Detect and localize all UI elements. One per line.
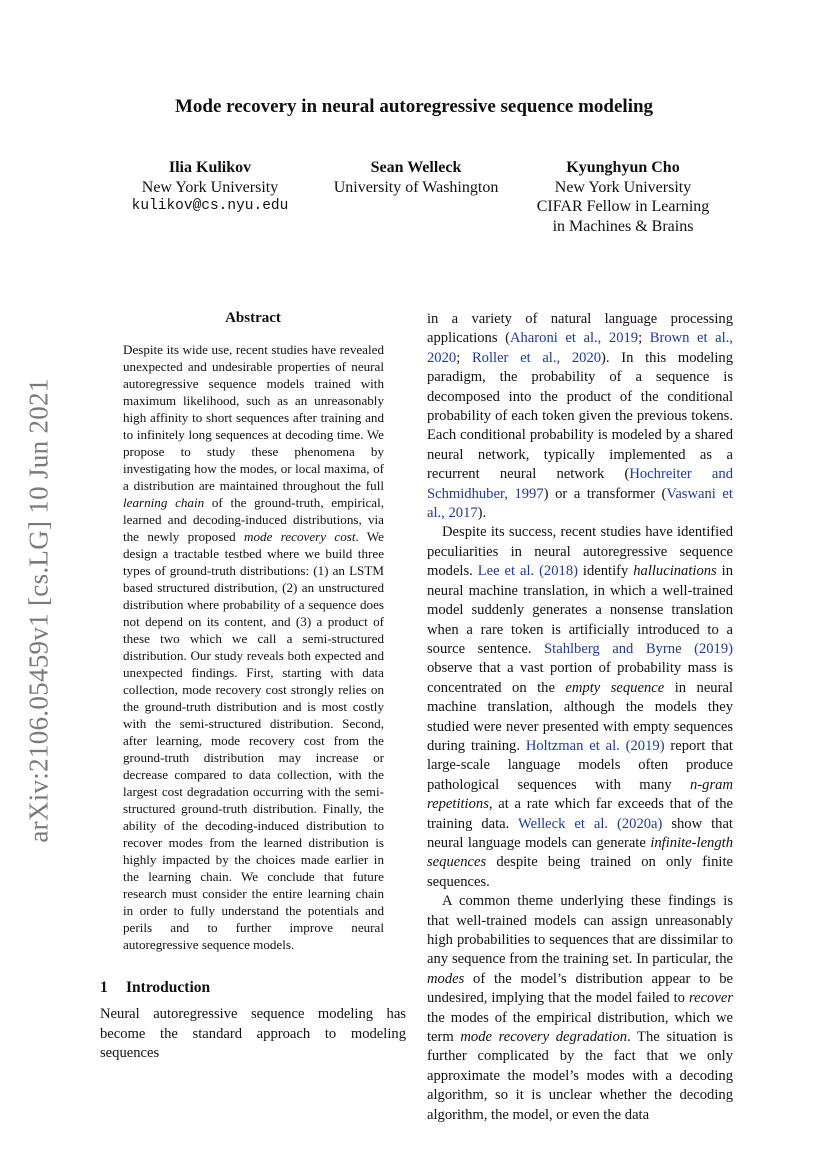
citation-link[interactable]: Aharoni et al., 2019	[509, 330, 639, 347]
emphasis-term: empty sequence	[565, 679, 665, 696]
author-affiliation: University of Washington	[333, 178, 499, 196]
abstract-emphasis-mode-recovery-cost: mode recovery cost	[244, 529, 356, 544]
paragraph-text: ). In this modeling paradigm, the probability of a sequence is decomposed into the product of the conditional probability of each token given the previous tokens. Each conditional probability is modeled by a shared neural network, typically implemented as a recurrent neural network (	[427, 349, 733, 483]
abstract-emphasis-learning-chain: learning chain	[123, 495, 205, 510]
paragraph-text: in a variety of natural language processing applications (	[427, 311, 733, 347]
arxiv-identifier-stamp	[14, 370, 64, 850]
paragraph-text: show that neural language models can generate	[427, 815, 733, 851]
abstract-text-1: Despite its wide use, recent studies have revealed unexpected and undesirable properties of neural autoregressive sequence models trained with maximum likelihood, such as an unreasonably high affinity to short sequences after training and to infinitely long sequences at decoding time. We propose to study these phenomena by investigating how the modes, or local maxima, of a distribution are maintained throughout the full	[123, 342, 384, 493]
author-name: Kyunghyun Cho	[566, 159, 680, 176]
emphasis-term: infinite-length sequences	[427, 834, 733, 871]
abstract-heading: Abstract	[225, 310, 281, 326]
emphasis-term: modes	[427, 970, 465, 987]
emphasis-term: mode recovery degradation	[460, 1029, 628, 1046]
citation-link[interactable]: Welleck et al. (2020a)	[517, 815, 663, 832]
paragraph-text: report that large-scale language models often produce pathological sequences with many	[427, 737, 733, 793]
paragraph-text: in neural machine translation, although the models they studied were never presented with empty sequences during training.	[427, 679, 733, 754]
author-name: Ilia Kulikov	[168, 159, 252, 176]
intro-paragraph-start: Neural autoregressive sequence modeling has become the standard approach to modeling sequences	[100, 1006, 406, 1061]
intro-paragraph-3	[427, 892, 733, 1125]
abstract-text-2: of the ground-truth, empirical, learned and decoding-induced distributions, via the newly proposed	[123, 495, 385, 544]
author-affiliation: New York University	[141, 178, 279, 196]
emphasis-term: hallucinations	[633, 563, 717, 580]
citation-link[interactable]: Lee et al. (2018)	[477, 563, 578, 580]
author-email[interactable]: kulikov@cs.nyu.edu	[131, 198, 289, 214]
section-title: Introduction	[126, 979, 211, 996]
abstract-body	[123, 341, 384, 953]
intro-paragraph-1	[427, 310, 733, 523]
paragraph-text: observe that a vast portion of probability mass is concentrated on the	[427, 660, 733, 696]
author-2	[316, 158, 516, 197]
paragraph-text: of the model’s distribution appear to be undesired, implying that the model failed to	[427, 970, 733, 1007]
citation-link[interactable]: Stahlberg and Byrne (2019)	[544, 640, 733, 657]
author-name: Sean Welleck	[370, 159, 462, 176]
paragraph-text: Despite its success, recent studies have identified peculiarities in neural autoregressive sequence models.	[427, 524, 733, 580]
author-1	[110, 158, 310, 217]
citation-link[interactable]: Hochreiter and Schmidhuber, 1997	[427, 466, 733, 502]
paragraph-text: despite being trained on only finite sequences.	[427, 854, 733, 890]
emphasis-term: n-gram repetitions	[427, 776, 733, 813]
left-column	[100, 310, 406, 1064]
author-affiliation-2: CIFAR Fellow in Learning	[536, 198, 710, 215]
citation-separator: ;	[638, 330, 650, 347]
author-3	[520, 158, 726, 236]
citation-link[interactable]: Roller et al., 2020	[471, 349, 602, 366]
abstract-text-3: . We design a tractable testbed where we build three types of ground-truth distributions: (1) an LSTM based structured distribution, (2) an unstructured distribution where probability of a sequence does not depend on its content, and (3) a product of these two which we call a semi-structured distribution. Our study reveals both expected and unexpected findings. First, starting with data collection, mode recovery cost strongly relies on the ground-truth distribution and is most costly with the semi-structured distribution. Second, after learning, mode recovery cost from the ground-truth distribution may increase or decrease compared to data collection, with the largest cost degradation occurring with the semi-structured ground-truth distribution. Finally, the ability of the decoding-induced distribution to recover modes from the learned distribution is highly impacted by the choices made earlier in the learning chain. We conclude that future research must consider the entire learning chain in order to fully understand the potentials and perils and to further improve neural autoregressive sequence models.	[123, 529, 384, 952]
citation-link[interactable]: Holtzman et al. (2019)	[525, 737, 665, 754]
paragraph-text: in neural machine translation, in which a well-trained model suddenly generates a nonsense translation when a rare token is artificially introduced to a source sentence.	[427, 563, 734, 657]
section-number: 1	[100, 979, 108, 996]
paragraph-text: ).	[477, 505, 487, 522]
paragraph-text: the modes of the empirical distribution, which we term	[427, 1009, 733, 1046]
author-affiliation: New York University	[554, 178, 692, 196]
right-column	[427, 310, 733, 1125]
author-affiliation-3: in Machines & Brains	[552, 217, 694, 235]
paragraph-text: . The situation is further complicated by the fact that we only approximate the model’s modes with a decoding algorithm, so it is unclear whether the decoding algorithm, the model, or even the data	[427, 1029, 733, 1123]
arxiv-identifier-text: arXiv:2106.05459v1 [cs.LG] 10 Jun 2021	[23, 377, 54, 843]
intro-paragraph-2	[427, 523, 733, 892]
citation-separator: ;	[456, 349, 472, 366]
citation-link[interactable]: Vaswani et al., 2017	[427, 485, 733, 522]
section-heading-introduction	[100, 979, 406, 997]
paragraph-text: A common theme underlying these findings is that well-trained models can assign unreasonably high probabilities to sequences that are dissimilar to any sequence from the training set. In particular, the	[427, 893, 733, 968]
paragraph-text: ) or a transformer (	[543, 485, 667, 502]
paragraph-text: identify	[577, 563, 634, 580]
emphasis-term: recover	[688, 990, 733, 1007]
citation-link[interactable]: Brown et al., 2020	[427, 330, 733, 366]
paragraph-text: , at a rate which far exceeds that of the training data.	[427, 796, 733, 832]
paper-title: Mode recovery in neural autoregressive sequence modeling	[174, 96, 654, 117]
